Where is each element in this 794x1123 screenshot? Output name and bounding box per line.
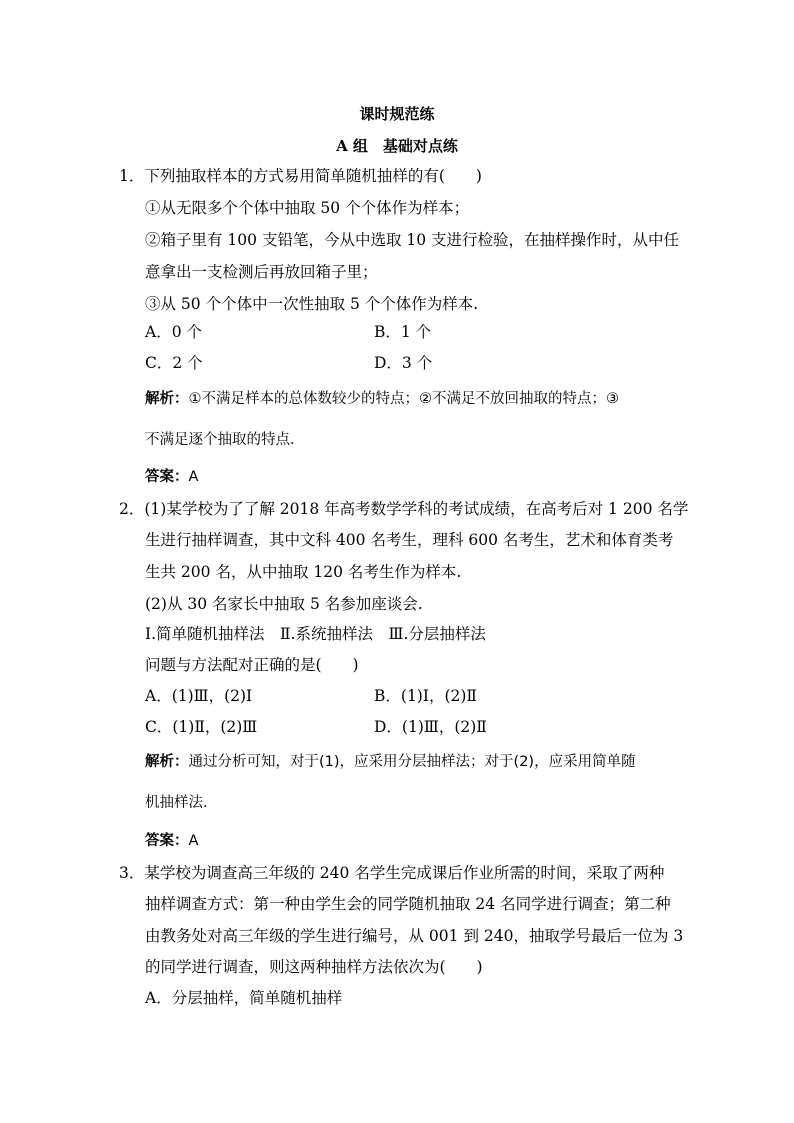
q2-prompt: 问题与方法配对正确的是( ) <box>145 656 359 674</box>
analysis-label: 解析： <box>145 391 189 407</box>
q1-option-d: D．3 个 <box>374 354 433 372</box>
q1-option-b: B．1 个 <box>374 323 432 341</box>
question-number: 3． <box>119 864 145 882</box>
analysis-text: ①不满足样本的总体数较少的特点；②不满足不放回抽取的特点；③ <box>188 391 619 407</box>
q1-item-2-cont: 意拿出一支检测后再放回箱子里； <box>145 263 378 281</box>
q2-option-c: C．(1)Ⅱ，(2)Ⅲ <box>145 718 258 736</box>
q2-option-b: B．(1)Ⅰ，(2)Ⅱ <box>374 687 477 705</box>
answer-value: A <box>188 469 199 485</box>
q1-option-c: C．2 个 <box>145 354 203 372</box>
q2-analysis <box>145 752 636 772</box>
section-subtitle: A 组 基础对点练 <box>336 137 458 155</box>
analysis-text: 通过分析可知，对于(1)，应采用分层抽样法；对于(2)，应采用简单随 <box>188 754 636 770</box>
q3-line-2: 抽样调查方式：第一种由学生会的同学随机抽取 24 名同学进行调查；第二种 <box>145 895 671 913</box>
q2-option-a: A．(1)Ⅲ，(2)Ⅰ <box>145 687 253 705</box>
q1-answer <box>145 467 198 487</box>
question-line: 某学校为调查高三年级的 240 名学生完成课后作业所需的时间，采取了两种 <box>144 864 665 882</box>
q1-analysis <box>145 389 619 409</box>
q2-answer <box>145 831 198 851</box>
q2-line-2: 生进行抽样调查，其中文科 400 名考生，理科 600 名考生，艺术和体育类考 <box>145 531 674 549</box>
q1-option-a: A．0 个 <box>145 323 202 341</box>
answer-label: 答案： <box>145 469 189 485</box>
q2-option-d: D．(1)Ⅲ，(2)Ⅱ <box>374 718 487 736</box>
q3-option-a: A．分层抽样，简单随机抽样 <box>145 989 343 1007</box>
answer-value: A <box>188 833 199 849</box>
answer-label: 答案： <box>145 833 189 849</box>
question-number: 2． <box>119 500 145 518</box>
q3-line-4: 的同学进行调查，则这两种抽样方法依次为( ) <box>145 958 483 976</box>
q2-methods: Ⅰ.简单随机抽样法 Ⅱ.系统抽样法 Ⅲ.分层抽样法 <box>145 625 486 643</box>
page-title: 课时规范练 <box>359 105 435 123</box>
question-1 <box>119 166 482 186</box>
q2-analysis-cont: 机抽样法． <box>145 795 218 811</box>
question-2 <box>119 499 688 519</box>
q1-analysis-cont: 不满足逐个抽取的特点． <box>145 432 305 448</box>
question-3 <box>119 863 664 883</box>
q1-item-1: ①从无限多个个体中抽取 50 个个体作为样本； <box>145 199 470 217</box>
q3-line-3: 由教务处对高三年级的学生进行编号，从 001 到 240，抽取学号最后一位为 3 <box>145 927 684 945</box>
q1-item-3: ③从 50 个个体中一次性抽取 5 个个体作为样本. <box>145 295 479 313</box>
q2-line-4: (2)从 30 名家长中抽取 5 名参加座谈会. <box>145 595 423 613</box>
q2-line-3: 生共 200 名，从中抽取 120 名考生作为样本. <box>145 563 462 581</box>
analysis-label: 解析： <box>145 754 189 770</box>
question-stem: 下列抽取样本的方式易用简单随机抽样的有( ) <box>144 167 482 185</box>
question-line: (1)某学校为了了解 2018 年高考数学学科的考试成绩，在高考后对 1 200 名学 <box>144 500 689 518</box>
question-number: 1． <box>119 167 145 185</box>
q1-item-2: ②箱子里有 100 支铅笔，今从中选取 10 支进行检验，在抽样操作时，从中任 <box>145 231 680 249</box>
